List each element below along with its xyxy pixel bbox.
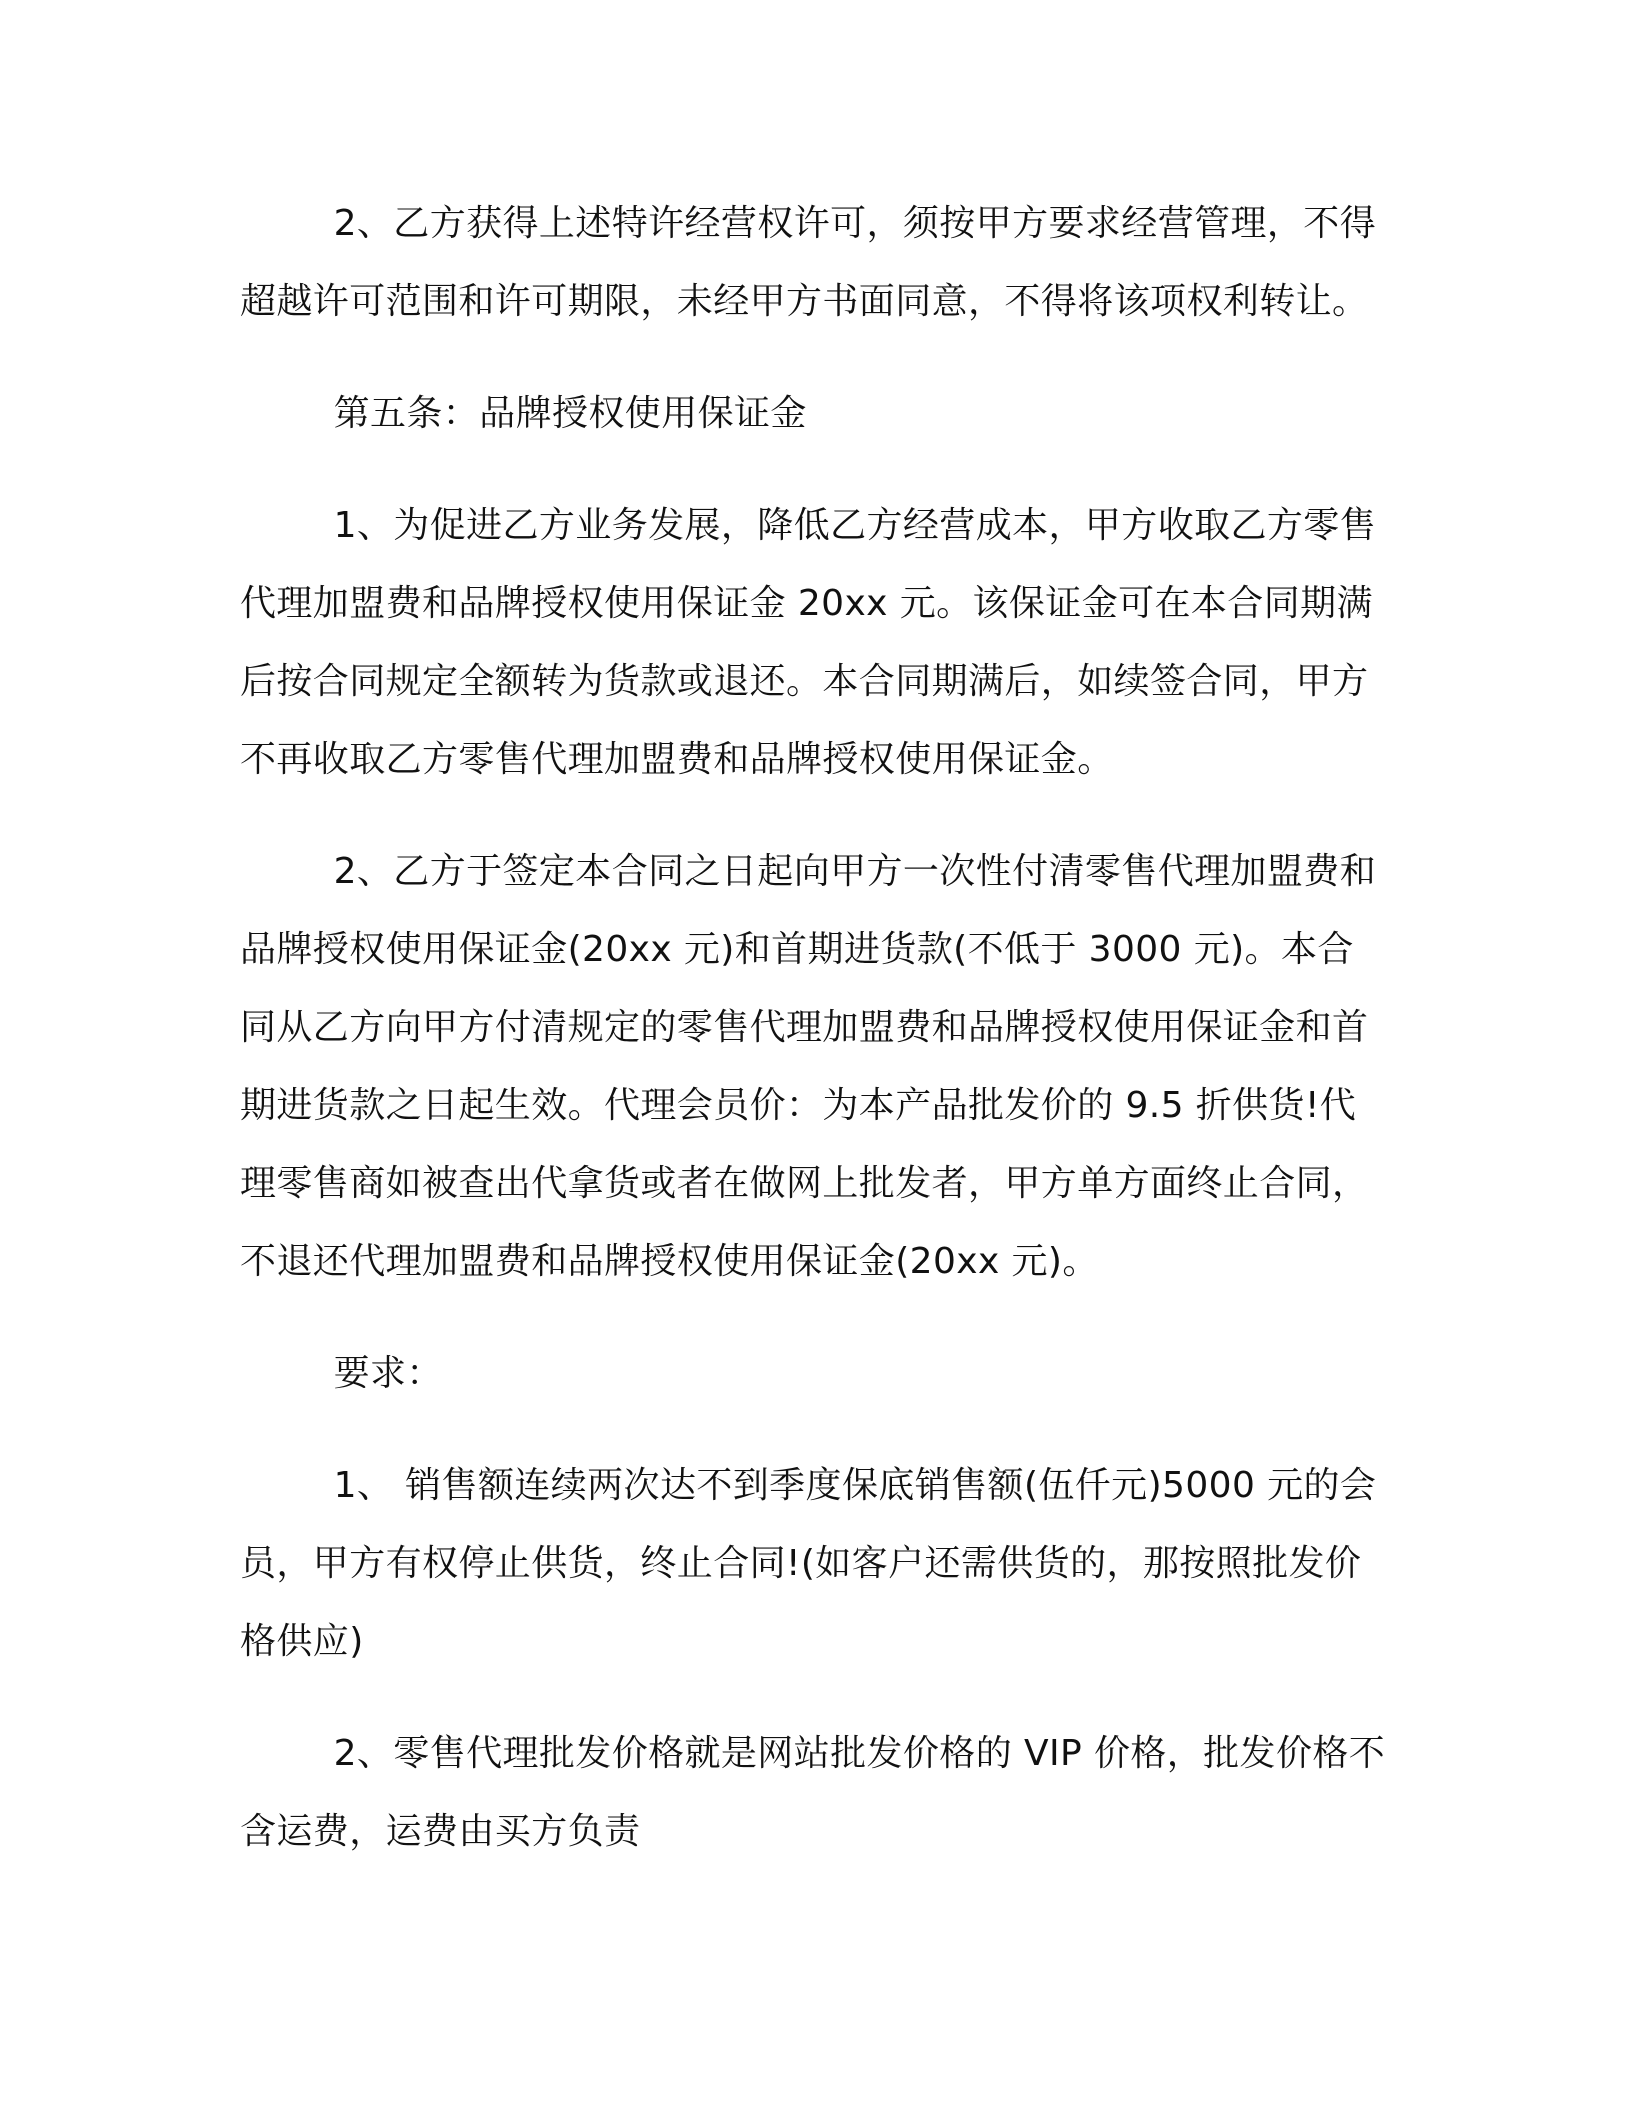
paragraph-spacer (240, 1413, 1390, 1447)
paragraph-spacer (240, 341, 1390, 375)
section-heading-article-5: 第五条：品牌授权使用保证金 (333, 393, 807, 434)
paragraph-spacer (240, 799, 1390, 833)
paragraph-sales-minimum: 1、 销售额连续两次达不到季度保底销售额(伍仟元)5000 元的会员，甲方有权停止供货，终止合同!(如客户还需供货的，那按照批发价格供应) (240, 1465, 1377, 1662)
paragraph-deposit-fee: 1、为促进乙方业务发展，降低乙方经营成本，甲方收取乙方零售代理加盟费和品牌授权使用保证金 20xx 元。该保证金可在本合同期满后按合同规定全额转为货款或退还。本合同期满后，如续签合同，甲方不再收取乙方零售代理加盟费和品牌授权使用保证金。 (240, 505, 1377, 780)
section-heading-requirements: 要求： (333, 1353, 443, 1394)
paragraph-spacer (240, 453, 1390, 487)
paragraph-payment-terms: 2、乙方于签定本合同之日起向甲方一次性付清零售代理加盟费和品牌授权使用保证金(20xx 元)和首期进货款(不低于 3000 元)。本合同从乙方向甲方付清规定的零售代理加盟费和品牌授权使用保证金和首期进货款之日起生效。代理会员价：为本产品批发价的 9.5 折供货!代理零售商如被查出代拿货或者在做网上批发者，甲方单方面终止合同，不退还代理加盟费和品牌授权使用保证金(20xx 元)。 (240, 851, 1377, 1282)
document-body (240, 185, 1390, 1871)
paragraph-transfer-restriction: 2、乙方获得上述特许经营权许可，须按甲方要求经营管理，不得超越许可范围和许可期限，未经甲方书面同意，不得将该项权利转让。 (240, 203, 1377, 322)
paragraph-vip-pricing: 2、零售代理批发价格就是网站批发价格的 VIP 价格，批发价格不含运费，运费由买方负责 (240, 1733, 1386, 1852)
paragraph-spacer (240, 1301, 1390, 1335)
paragraph-spacer (240, 1681, 1390, 1715)
